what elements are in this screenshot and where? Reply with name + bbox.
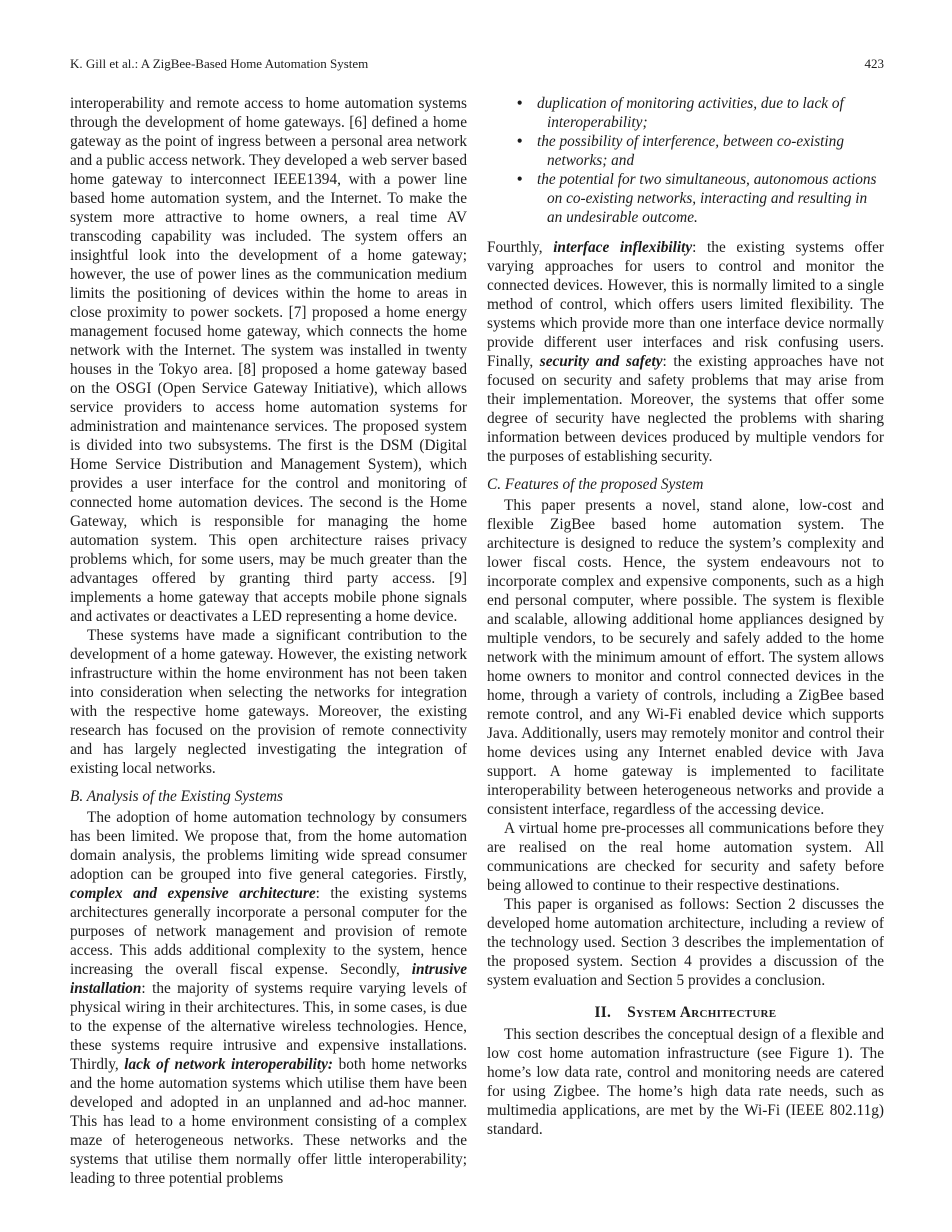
- body-text: Fourthly,: [487, 239, 554, 256]
- two-column-body: [70, 94, 884, 1188]
- subsection-heading: C. Features of the proposed System: [487, 476, 704, 493]
- bullet-item: • the possibility of interference, between co-existing networks; and: [487, 132, 884, 170]
- emphasized-term: interface inflexibility: [553, 239, 693, 256]
- running-header: [70, 56, 884, 72]
- body-text: : the existing approaches have not focused on security and safety problems that may arise from their implementation. Moreover, the systems that offer some degree of security have neglected the problems with sharing information between devices produced by multiple vendors for the purposes of establishing security.: [487, 353, 885, 465]
- left-column: [70, 94, 467, 1188]
- bullet-list: [487, 94, 884, 227]
- body-text: The adoption of home automation technology by consumers has been limited. We propose that, from the home automation domain analysis, the problems limiting wide spread consumer adoption can be grouped into five general categories. Firstly,: [70, 809, 467, 883]
- body-text: A virtual home pre-processes all communications before they are realised on the real home automation system. All communications are checked for security and safety before being allowed to continue to their respective destinations.: [487, 820, 884, 894]
- right-column: [487, 94, 884, 1188]
- bullet-item: • the potential for two simultaneous, autonomous actions on co-existing networks, interacting and resulting in an undesirable outcome.: [487, 170, 884, 227]
- emphasized-term: intrusive installation: [70, 961, 467, 997]
- paragraph: [70, 808, 467, 1188]
- body-text: interoperability and remote access to home automation systems through the development of home gateways. [6] defined a home gateway as the point of ingress between a personal area network and a public access network. They developed a web server based home gateway to interconnect IEEE1394, with a power line based home automation system, and the Internet. To make the system more attractive to home owners, a real time AV transcoding capability was included. The system offers an insightful look into the development of a home gateway; however, the use of power lines as the communication medium limits the positioning of devices within the home to areas in close proximity to power sockets. [7] proposed a home energy management focused home gateway, which connects the home network with the Internet. The system was installed in twenty houses in the Tokyo area. [8] proposed a home gateway based on the OSGI (Open Service Gateway Initiative), which allows service providers to access home automation systems for administration and maintenance services. The proposed system is divided into two subsystems. The first is the DSM (Digital Home Service Distribution and Management System), which provides a user interface for the control and monitoring of connected home automation devices. The second is the Home Gateway, which is responsible for managing the home automation system. This open architecture raises privacy problems which, for some users, may be much greater than the advantages offered by granting third party access. [9] implements a home gateway that accepts mobile phone signals and activates or deactivates a LED representing a home device.: [70, 95, 467, 625]
- paragraph: [487, 1025, 884, 1139]
- emphasized-term: lack of network interoperability:: [124, 1056, 334, 1073]
- body-text: This paper presents a novel, stand alone, low-cost and flexible ZigBee based home automation system. The architecture is designed to reduce the system’s complexity and lower fiscal costs. Hence, the system endeavours not to incorporate complex and expensive components, such as a high end personal computer, where possible. The system is flexible and scalable, allowing additional home appliances designed by multiple vendors, to be securely and safely added to the home network with the minimum amount of effort. The system allows home owners to monitor and control connected devices in the home, through a variety of controls, including a ZigBee based remote control, and any Wi-Fi enabled device which supports Java. Additionally, users may remotely monitor and control their home devices using any Internet enabled device with Java support. A home gateway is implemented to facilitate interoperability between heterogeneous networks and provide a consistent interface, regardless of the accessing device.: [487, 497, 884, 818]
- body-text: both home networks and the home automation systems which utilise them have been developed and adopted in an unplanned and ad-hoc manner. This has lead to a home environment consisting of a complex maze of heterogeneous networks. These networks and the systems that utilise them normally offer little interoperability; leading to three potential problems: [70, 1056, 467, 1187]
- page-number: 423: [864, 56, 884, 71]
- section-title: System Architecture: [627, 1004, 777, 1021]
- paragraph: [70, 94, 467, 626]
- body-text: These systems have made a significant contribution to the development of a home gateway. However, the existing network infrastructure within the home environment has not been taken into consideration when selecting the networks for integration with the respective home gateways. Moreover, the existing research has focused on the provision of remote connectivity and has largely neglected investigating the integration of existing local networks.: [70, 627, 467, 777]
- body-text: This section describes the conceptual design of a flexible and low cost home automation infrastructure (see Figure 1). The home’s low data rate, control and monitoring needs are catered for using Zigbee. The home’s high data rate needs, such as multimedia applications, are met by the Wi-Fi (IEEE 802.11g) standard.: [487, 1026, 884, 1138]
- subsection-heading: B. Analysis of the Existing Systems: [70, 788, 283, 805]
- paragraph: [487, 819, 884, 895]
- paragraph: [487, 238, 884, 466]
- section-heading: [487, 1003, 884, 1022]
- running-title: K. Gill et al.: A ZigBee-Based Home Automation System: [70, 56, 369, 71]
- emphasized-term: complex and expensive architecture: [70, 885, 316, 902]
- paragraph: [487, 895, 884, 990]
- body-text: : the existing systems architectures generally incorporate a personal computer for the purposes of network management and provision of remote access. This adds additional complexity to the system, hence increasing the overall fiscal expense. Secondly,: [70, 885, 468, 978]
- section-number: II.: [594, 1004, 612, 1021]
- body-text: : the majority of systems require varying levels of physical wiring in their architectures. This, in some cases, is due to the expense of the alternative wireless technologies. Hence, these systems require intrusive and expensive installations. Thirdly,: [70, 980, 467, 1073]
- paragraph: [70, 626, 467, 778]
- paragraph: [487, 496, 884, 819]
- emphasized-term: security and safety: [539, 353, 663, 370]
- bullet-item: • duplication of monitoring activities, due to lack of interoperability;: [487, 94, 884, 132]
- body-text: : the existing systems offer varying approaches for users to control and monitor the connected devices. However, this is normally limited to a single method of control, which offers users limited flexibility. The systems which provide more than one interface device normally provide different user interfaces and risk confusing users. Finally,: [487, 239, 885, 370]
- body-text: This paper is organised as follows: Section 2 discusses the developed home automation architecture, including a review of the technology used. Section 3 describes the implementation of the proposed system. Section 4 provides a discussion of the system evaluation and Section 5 provides a conclusion.: [487, 896, 884, 989]
